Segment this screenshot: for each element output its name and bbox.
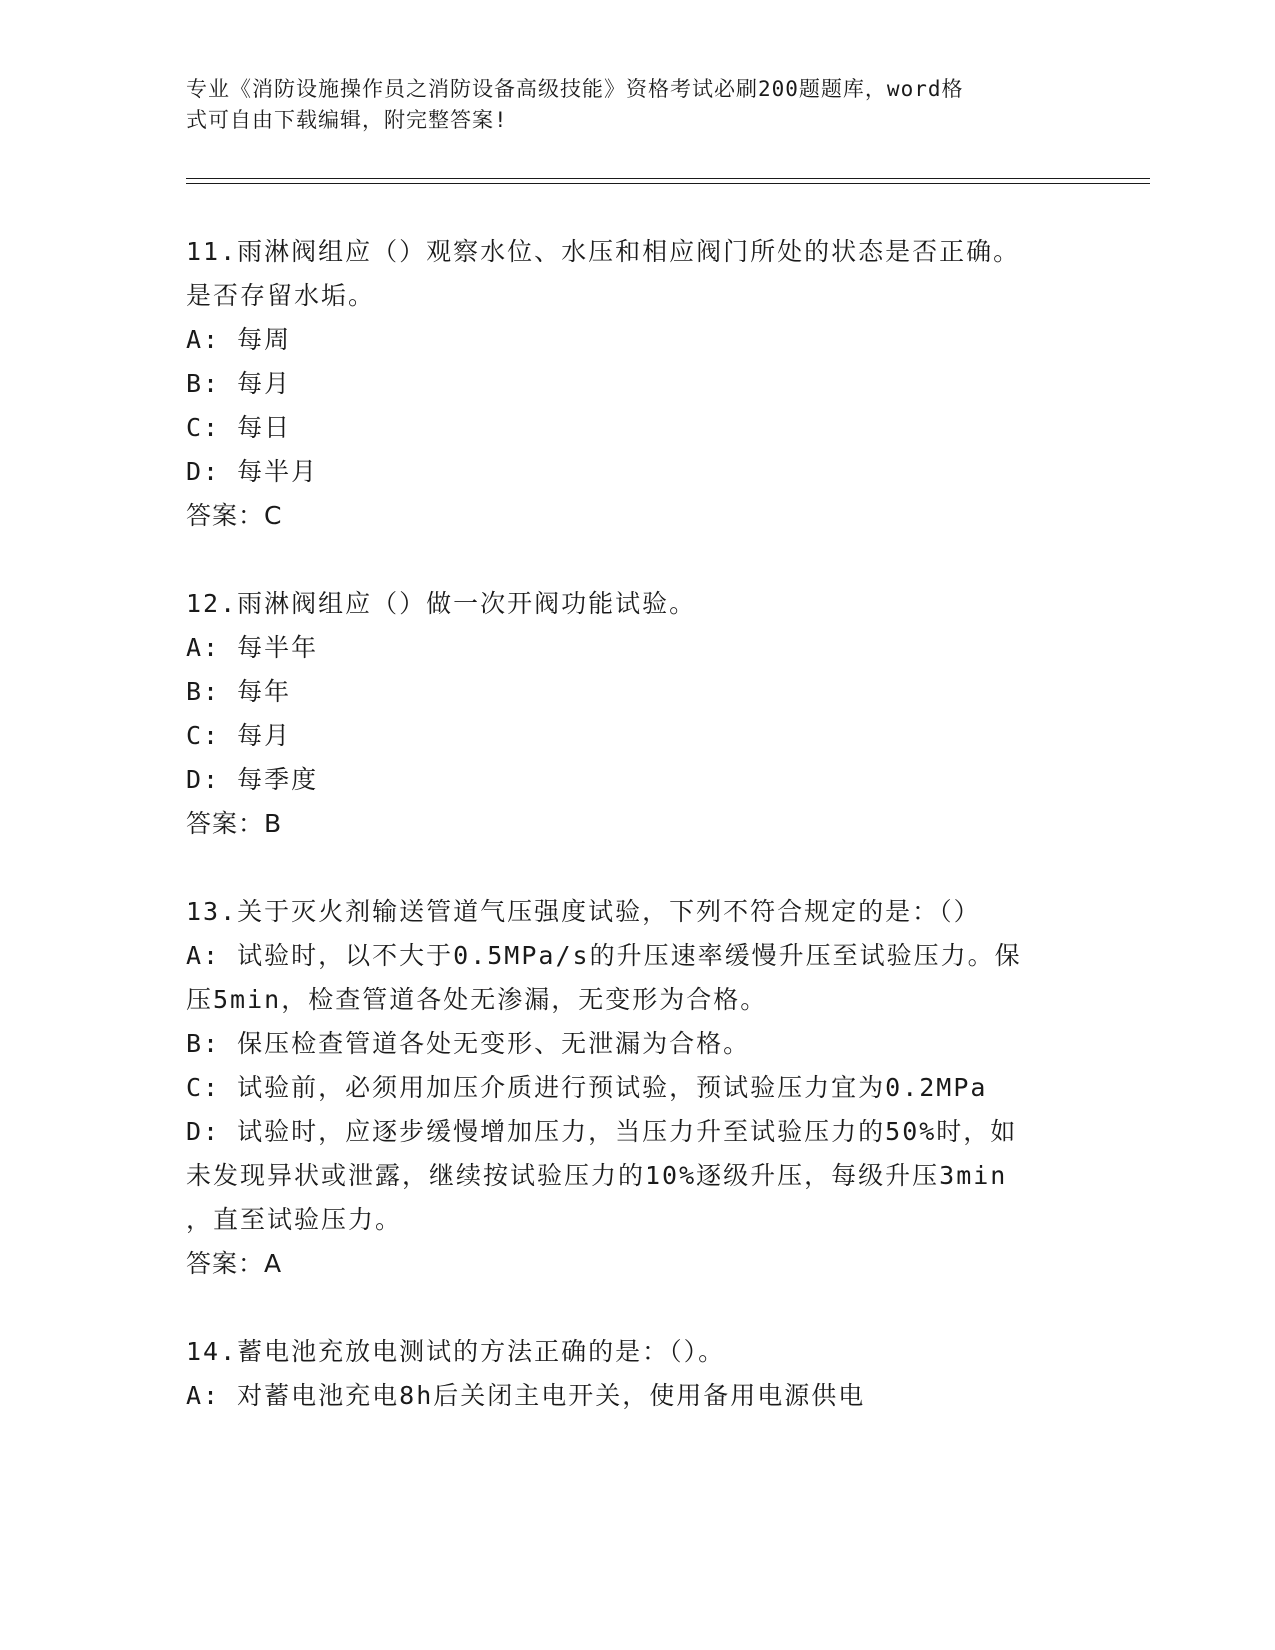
- question-11-answer: 答案：C: [186, 501, 283, 530]
- question-13-stem-line-1: 13.关于灭火剂输送管道气压强度试验，下列不符合规定的是：（）: [186, 897, 981, 926]
- question-11-option-a: A: 每周: [186, 325, 292, 354]
- question-13-option-d-line-2: 未发现异状或泄露，继续按试验压力的10%逐级升压，每级升压3min: [186, 1161, 1008, 1190]
- question-13-answer: 答案：A: [186, 1249, 283, 1278]
- question-14-stem-line-1: 14.蓄电池充放电测试的方法正确的是：（）。: [186, 1337, 726, 1366]
- question-13-option-d-line-1: D: 试验时，应逐步缓慢增加压力，当压力升至试验压力的50%时，如: [186, 1117, 1018, 1146]
- question-11-option-c: C: 每日: [186, 413, 292, 442]
- header-divider-bottom: [186, 183, 1150, 184]
- question-13-option-b: B: 保压检查管道各处无变形、无泄漏为合格。: [186, 1029, 751, 1058]
- question-13-option-a-line-1: A: 试验时，以不大于0.5MPa/s的升压速率缓慢升压至试验压力。保: [186, 941, 1022, 970]
- question-11-stem-line-1: 11.雨淋阀组应（）观察水位、水压和相应阀门所处的状态是否正确。: [186, 237, 1021, 266]
- question-12-option-c: C: 每月: [186, 721, 292, 750]
- question-13-option-d-line-3: ，直至试验压力。: [186, 1205, 403, 1234]
- question-11-stem-line-2: 是否存留水垢。: [186, 281, 376, 310]
- document-header: [186, 74, 1066, 136]
- header-line-2: 式可自由下载编辑，附完整答案!: [186, 108, 508, 132]
- question-12-option-b: B: 每年: [186, 677, 292, 706]
- question-12-option-a: A: 每半年: [186, 633, 319, 662]
- header-divider-top: [186, 178, 1150, 179]
- question-13-option-a-line-2: 压5min，检查管道各处无渗漏，无变形为合格。: [186, 985, 768, 1014]
- question-13-option-c: C: 试验前，必须用加压介质进行预试验，预试验压力宜为0.2MPa: [186, 1073, 988, 1102]
- header-line-1: 专业《消防设施操作员之消防设备高级技能》资格考试必刷200题题库，word格: [186, 77, 964, 101]
- question-12-answer: 答案：B: [186, 809, 283, 838]
- question-11-option-b: B: 每月: [186, 369, 292, 398]
- question-12-option-d: D: 每季度: [186, 765, 319, 794]
- question-12-stem-line-1: 12.雨淋阀组应（）做一次开阀功能试验。: [186, 589, 697, 618]
- question-11-option-d: D: 每半月: [186, 457, 319, 486]
- question-14-option-a: A: 对蓄电池充电8h后关闭主电开关，使用备用电源供电: [186, 1381, 866, 1410]
